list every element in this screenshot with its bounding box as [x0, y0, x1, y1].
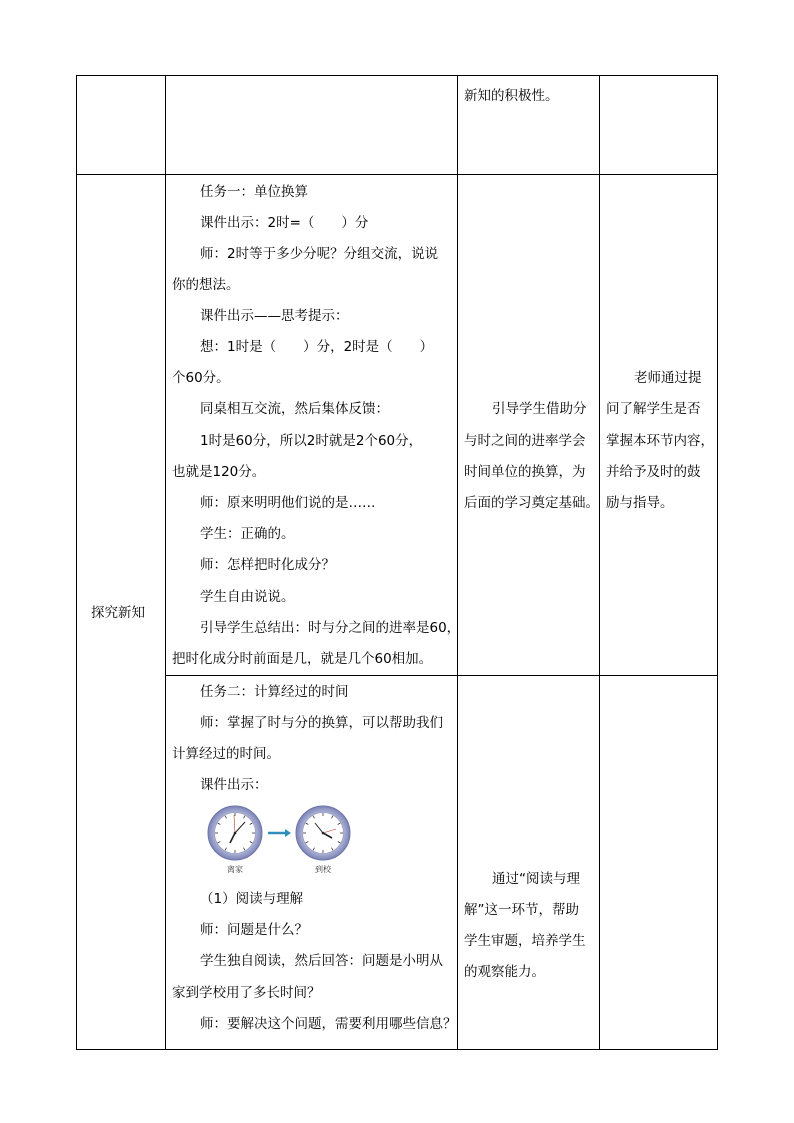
col-border-1	[165, 75, 166, 1050]
clock-right-label: 到校	[315, 865, 331, 874]
task2-line: 课件出示：	[200, 777, 268, 793]
task2-line: 学生独自阅读，然后回答：问题是小明从	[200, 953, 443, 969]
clock-left-label: 离家	[227, 865, 243, 874]
task2-line: 师：问题是什么？	[200, 922, 308, 938]
task1-intent-line: 时间单位的换算，为	[464, 464, 586, 480]
clock-illustration	[205, 805, 355, 875]
row1-bottom-border	[76, 174, 718, 175]
clock-right-icon	[296, 806, 350, 860]
task1-line: 师：原来明明他们说的是……	[200, 495, 376, 511]
task1-eval-line: 并给予及时的鼓	[606, 464, 701, 480]
col-border-4	[717, 75, 718, 1050]
col-border-3	[599, 75, 600, 1050]
task1-line: 你的想法。	[172, 277, 240, 293]
task1-intent-line: 与时之间的进率学会	[464, 433, 586, 449]
task2-line: （1）阅读与理解	[200, 891, 304, 907]
task1-eval-line: 老师通过提	[634, 370, 702, 386]
task1-eval-line: 掌握本环节内容，	[606, 433, 714, 449]
task1-line: 师：2时等于多少分呢？分组交流，说说	[200, 246, 439, 262]
task1-line: 任务一：单位换算	[200, 184, 308, 200]
task1-line: 想：1时是（ ）分，2时是（ ）	[200, 339, 434, 355]
task1-line: 课件出示——思考提示：	[200, 308, 349, 324]
task1-line: 也就是120分。	[172, 464, 266, 480]
task2-line: 家到学校用了多长时间？	[172, 985, 321, 1001]
task2-line: 计算经过的时间。	[172, 746, 280, 762]
table-bottom-border	[76, 1049, 718, 1050]
task1-line: 学生自由说说。	[200, 589, 295, 605]
task2-line: 师：要解决这个问题，需要利用哪些信息？	[200, 1016, 457, 1032]
task1-intent-line: 后面的学习奠定基础。	[464, 495, 599, 511]
task2-intent-line: 学生审题，培养学生	[464, 933, 586, 949]
task2-line: 师：掌握了时与分的换算，可以帮助我们	[200, 715, 443, 731]
task1-eval-line: 励与指导。	[606, 495, 674, 511]
task1-intent-line: 引导学生借助分	[492, 401, 587, 417]
task1-line: 同桌相互交流，然后集体反馈：	[200, 401, 389, 417]
task2-intent-line: 解”这一环节，帮助	[464, 902, 579, 918]
task1-eval-line: 问了解学生是否	[606, 401, 701, 417]
col-border-2	[457, 75, 458, 1050]
row1-design-intent: 新知的积极性。	[464, 88, 559, 104]
task1-line: 师：怎样把时化成分？	[200, 557, 335, 573]
task1-line: 把时化成分时前面是几，就是几个60相加。	[172, 651, 433, 667]
arrow-right-icon	[268, 829, 291, 837]
task1-line: 引导学生总结出：时与分之间的进率是60，	[200, 620, 461, 636]
task1-line: 1时是60分，所以2时就是2个60分，	[200, 433, 423, 449]
table-top-border	[76, 75, 718, 76]
task2-intent-line: 的观察能力。	[464, 964, 545, 980]
task1-line: 学生：正确的。	[200, 526, 295, 542]
col-border-0	[76, 75, 77, 1050]
task2-line: 任务二：计算经过的时间	[200, 684, 349, 700]
stage-label: 探究新知	[91, 605, 145, 621]
clock-left-icon	[208, 806, 262, 860]
task1-line: 个60分。	[172, 370, 230, 386]
task-divider	[165, 675, 718, 676]
task1-line: 课件出示：2时=（ ）分	[200, 215, 369, 231]
task2-intent-line: 通过“阅读与理	[492, 871, 580, 887]
